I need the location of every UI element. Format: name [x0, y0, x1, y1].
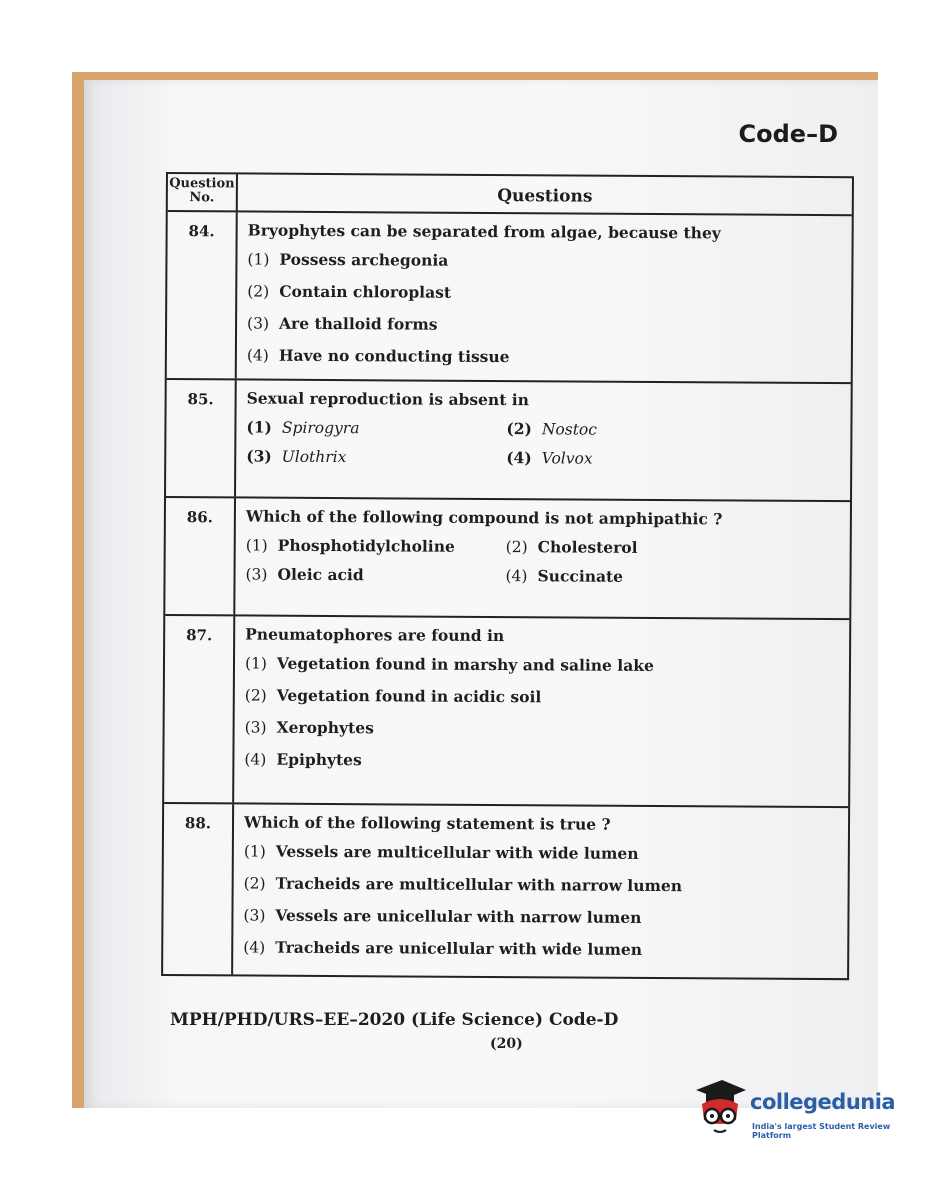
logo-tagline: India's largest Student Review Platform — [752, 1122, 891, 1140]
option-3: (3) Are thalloid forms — [247, 313, 438, 334]
code-label: Code–D — [738, 120, 838, 148]
question-row-84 — [167, 212, 852, 384]
option-4: (4) Volvox — [506, 448, 593, 468]
collegedunia-logo — [692, 1076, 922, 1146]
table-header — [168, 174, 852, 216]
option-2: (2) Cholesterol — [505, 537, 638, 557]
option-1: (1) Possess archegonia — [247, 249, 449, 270]
question-text: Pneumatophores are found in — [245, 624, 505, 646]
question-number: 85. — [166, 380, 237, 496]
questions-table — [161, 172, 854, 980]
question-row-86 — [165, 498, 850, 620]
logo-wordmark: collegedunia — [750, 1090, 896, 1114]
questions-header: Questions — [497, 186, 593, 207]
option-1: (1) Phosphotidylcholine — [245, 535, 455, 556]
question-row-85 — [166, 380, 851, 502]
option-2: (2) Tracheids are multicellular with narrow lumen — [243, 873, 683, 896]
option-2: (2) Nostoc — [506, 419, 598, 439]
option-1: (1) Spirogyra — [246, 417, 360, 438]
question-no-header: Question No. — [168, 174, 238, 210]
question-text: Bryophytes can be separated from algae, because they — [247, 220, 721, 243]
exam-page — [84, 80, 878, 1108]
option-2: (2) Vegetation found in acidic soil — [244, 685, 542, 707]
page-number: (20) — [490, 1036, 523, 1052]
option-3: (3) Oleic acid — [245, 564, 364, 585]
option-2: (2) Contain chloroplast — [247, 281, 452, 302]
question-row-87 — [164, 616, 849, 808]
question-number: 88. — [163, 804, 234, 974]
option-3: (3) Xerophytes — [244, 717, 374, 738]
question-number: 84. — [167, 212, 238, 378]
photo-background — [72, 72, 878, 1108]
question-text: Sexual reproduction is absent in — [246, 388, 530, 410]
question-row-88 — [163, 804, 848, 978]
question-number: 86. — [165, 498, 236, 614]
option-4: (4) Succinate — [505, 566, 624, 586]
option-1: (1) Vegetation found in marshy and saline lake — [244, 653, 654, 675]
question-number: 87. — [164, 616, 235, 802]
option-4: (4) Tracheids are unicellular with wide lumen — [243, 937, 643, 959]
option-3: (3) Vessels are unicellular with narrow lumen — [243, 905, 642, 927]
question-text: Which of the following statement is true ? — [243, 812, 611, 834]
question-text: Which of the following compound is not amphipathic ? — [245, 506, 723, 529]
graduate-mascot-icon — [692, 1076, 748, 1146]
option-1: (1) Vessels are multicellular with wide lumen — [243, 841, 639, 863]
option-4: (4) Have no conducting tissue — [246, 345, 510, 367]
option-3: (3) Ulothrix — [246, 446, 347, 467]
exam-footer: MPH/PHD/URS–EE–2020 (Life Science) Code-D — [170, 1010, 619, 1030]
option-4: (4) Epiphytes — [244, 749, 362, 770]
